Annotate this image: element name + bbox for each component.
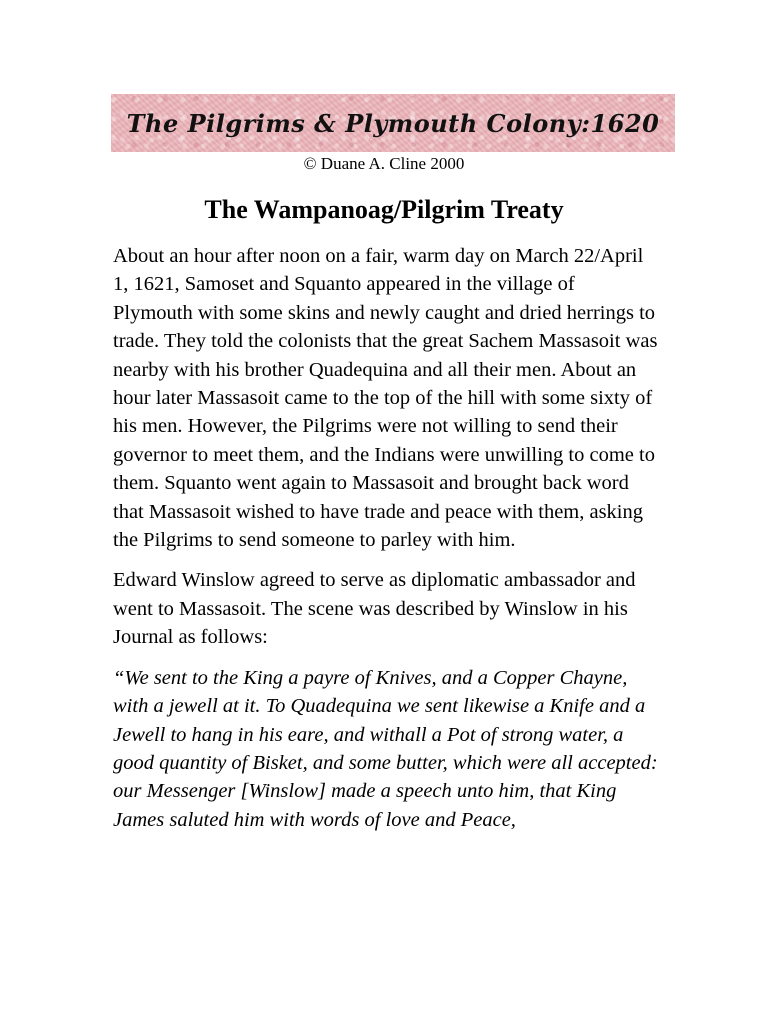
page-heading: The Wampanoag/Pilgrim Treaty — [204, 195, 564, 224]
copyright-notice: © Duane A. Cline 2000 — [303, 154, 465, 173]
title-banner — [111, 94, 675, 152]
paragraph: Edward Winslow agreed to serve as diplomatic ambassador and went to Massasoit. The scene was described by Winslow in his Journal as follows: — [113, 569, 636, 649]
banner-title: The Pilgrims & Plymouth Colony:1620 — [126, 108, 660, 138]
article-body — [113, 242, 658, 846]
paragraph: About an hour after noon on a fair, warm day on March 22/April 1, 1621, Samoset and Squanto appeared in the village of Plymouth with some skins and newly caught and dried herrings to trade. They told the colonists that the great Sachem Massasoit was nearby with his brother Quadequina and all their men. About an hour later Massasoit came to the top of the hill with some sixty of his men. However, the Pilgrims were not willing to send their governor to meet them, and the Indians were unwilling to come to them. Squanto went again to Massasoit and brought back word that Massasoit wished to have trade and peace with them, asking the Pilgrims to send someone to parley with him. — [113, 245, 658, 552]
quote-paragraph: “We sent to the King a payre of Knives, and a Copper Chayne, with a jewell at it. To Quadequina we sent likewise a Knife and a Jewell to hang in his eare, and withall a Pot of strong water, a good quantity of Bisket, and some butter, which were all accepted: our Messenger [Winslow] made a speech unto him, that King James saluted him with words of love and Peace, — [113, 666, 658, 831]
